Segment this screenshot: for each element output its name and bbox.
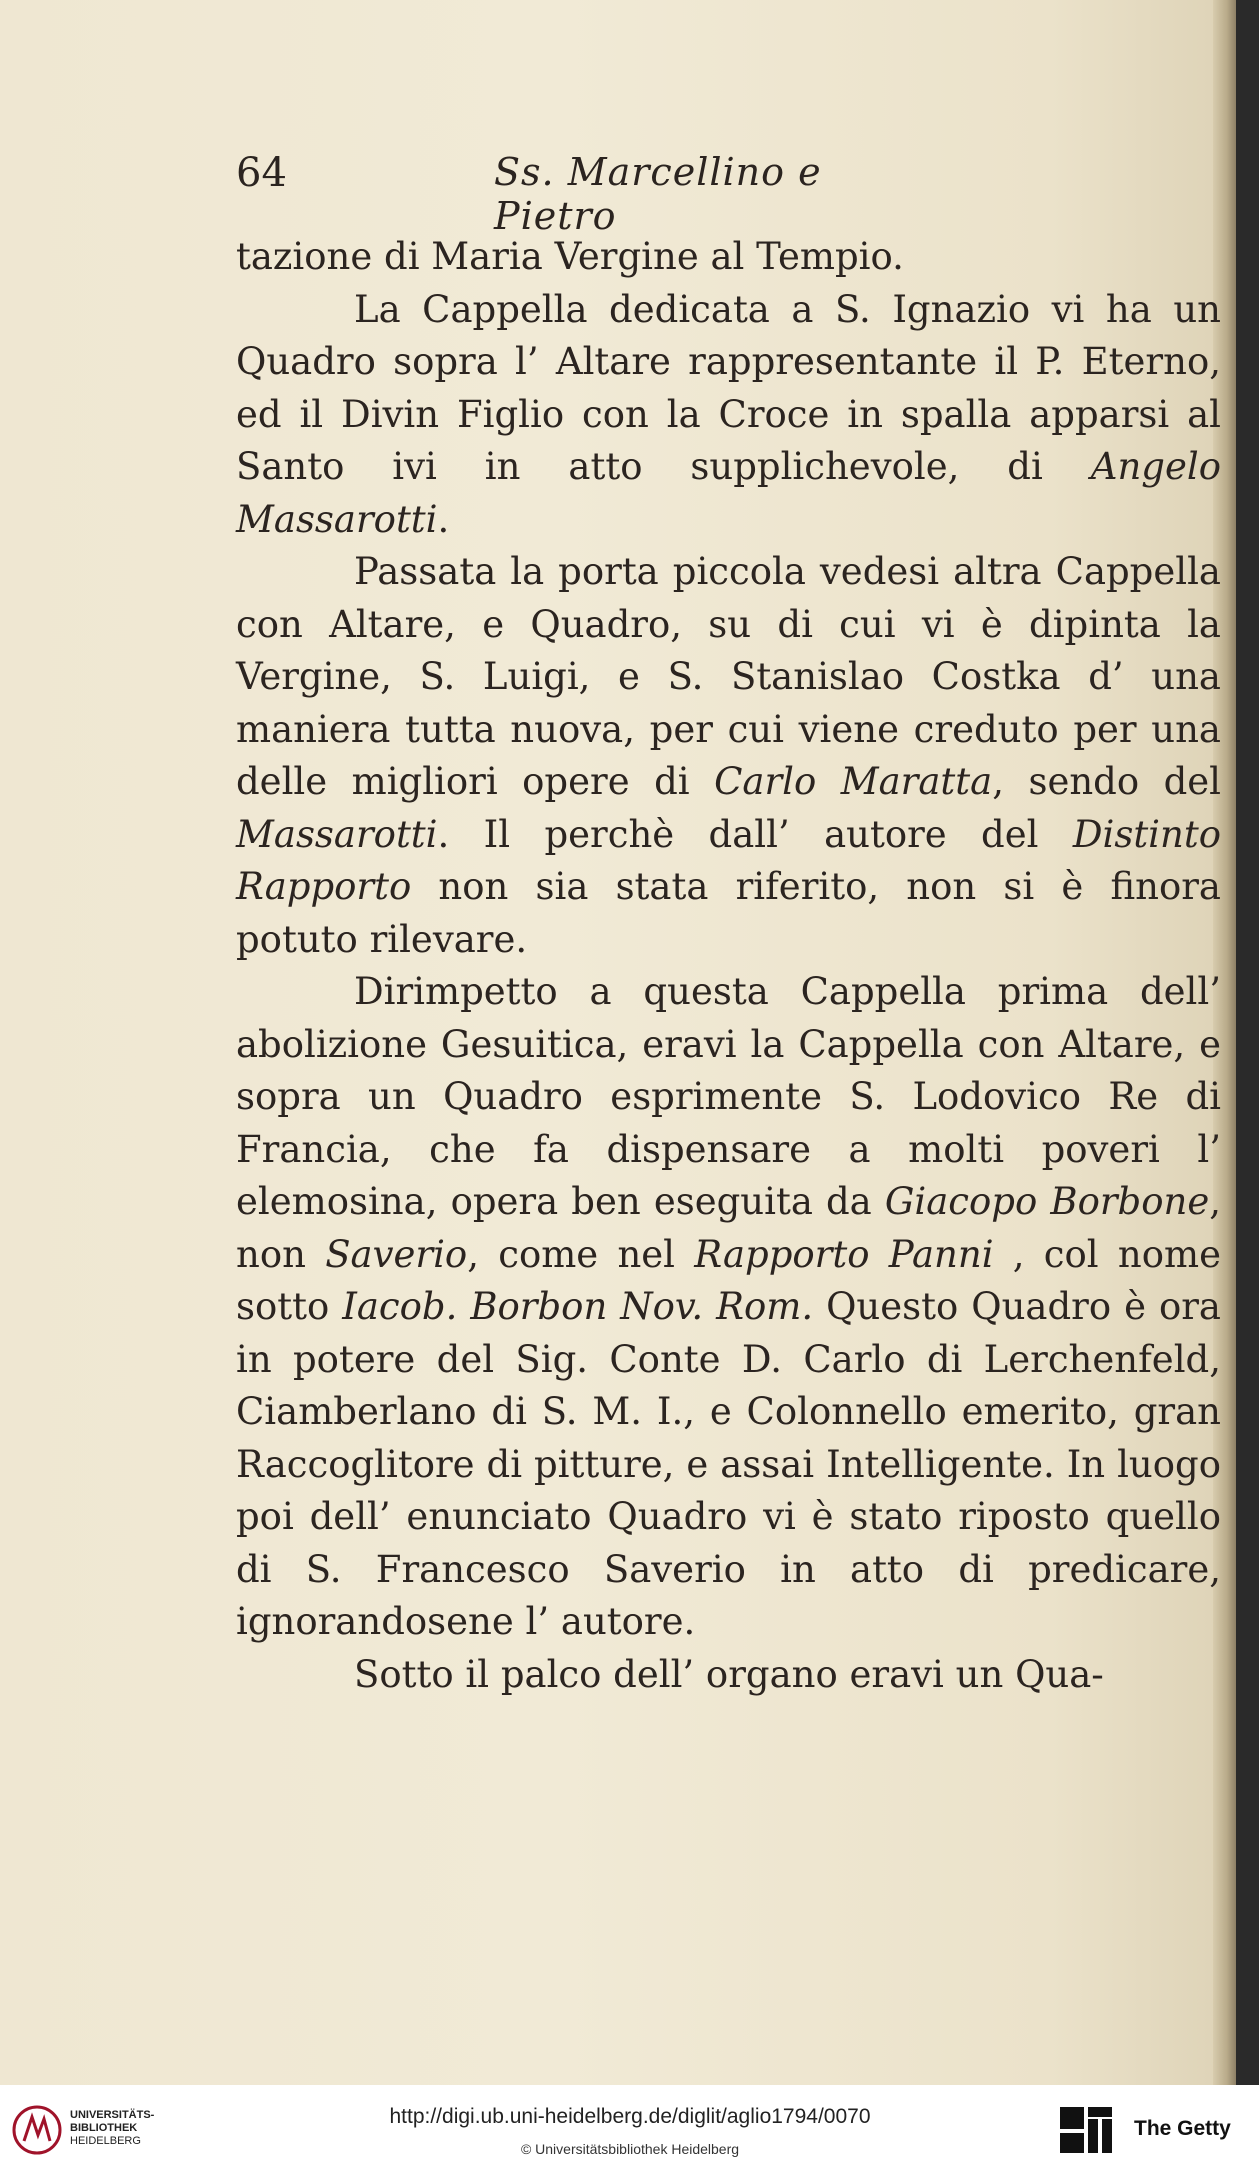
page-header [236, 150, 956, 238]
text-run: non sia stata riferito, non si è finora potuto rilevare. [236, 865, 1221, 961]
italic-name: Angelo Massarotti [236, 445, 1221, 541]
text-run: Sotto il palco dell’ organo eravi un Qua- [354, 1652, 1104, 1696]
text-run: , col nome sotto [236, 1232, 1221, 1328]
text-run: La Cappella dedicata a S. Ignazio vi ha un Quadro sopra l’ Altare rappresentante il P. Eterno, ed il Divin Figlio con la Croce in spalla apparsi al Santo ivi in atto supplichevole, di [236, 287, 1221, 488]
library-name-line2: BIBLIOTHEK [70, 2122, 138, 2134]
text-run: tazione di Maria Vergine al Tempio. [236, 235, 904, 278]
getty-logo-icon [1058, 2105, 1114, 2155]
italic-name: Iacob. Borbon Nov. Rom. [342, 1285, 814, 1328]
partner-name: The Getty [1134, 2117, 1231, 2140]
text-run: , non [236, 1180, 1221, 1276]
copyright-notice: © Universitätsbibliothek Heidelberg [520, 2141, 740, 2157]
text-run: . Il perchè dall’ autore del [437, 812, 1073, 856]
paragraph [236, 231, 1221, 284]
page-number: 64 [236, 150, 287, 196]
text-run: Dirimpetto a questa Cappella prima dell’ abolizione Gesuitica, eravi la Cappella con Altare, e sopra un Quadro esprimente S. Lodovico Re di Francia, che fa dispensare a molti poveri l’ elemosina, opera ben eseguita da [236, 970, 1221, 1223]
paragraph [236, 546, 1221, 966]
text-run: , come nel [467, 1232, 695, 1276]
body-text [236, 231, 1221, 1701]
permalink-url[interactable]: http://digi.ub.uni-heidelberg.de/diglit/aglio1794/0070 [389, 2105, 871, 2128]
italic-name: Giacopo Borbone [884, 1180, 1210, 1223]
library-name [70, 2109, 170, 2148]
partner-logo[interactable] [1058, 2103, 1248, 2159]
italic-name: Carlo Maratta [714, 760, 993, 803]
text-run: . [437, 497, 450, 541]
library-logo[interactable] [12, 2103, 162, 2159]
paragraph [236, 1649, 1221, 1702]
footer-bar [0, 2085, 1259, 2176]
text-run: , sendo del [992, 760, 1222, 803]
heidelberg-library-logo-icon [12, 2105, 62, 2155]
italic-name: Rapporto Panni [694, 1232, 994, 1276]
running-title: Ss. Marcellino e Pietro [494, 150, 822, 238]
italic-name: Distinto Rapporto [236, 812, 1221, 908]
text-run: Questo Quadro è ora in potere del Sig. Conte D. Carlo di Lerchenfeld, Ciamberlano di S. M. I., e Colonnello emerito, gran Raccoglitore di pitture, e assai Intelligente. In luogo poi dell’ enunciato Quadro vi è stato riposto quello di S. Francesco Saverio in atto di predicare, ignorandosene l’ autore. [236, 1285, 1221, 1643]
paragraph [236, 284, 1221, 547]
italic-name: Massarotti [236, 812, 438, 856]
library-name-line3: HEIDELBERG [70, 2135, 141, 2147]
text-run: Passata la porta piccola vedesi altra Cappella con Altare, e Quadro, su di cui vi è dipinta la Vergine, S. Luigi, e S. Stanislao Costka d’ una maniera tutta nuova, per cui viene creduto per una delle migliori opere di [236, 550, 1221, 803]
italic-name: Saverio [325, 1232, 468, 1276]
paragraph [236, 966, 1221, 1649]
library-name-line1: UNIVERSITÄTS- [70, 2109, 155, 2121]
